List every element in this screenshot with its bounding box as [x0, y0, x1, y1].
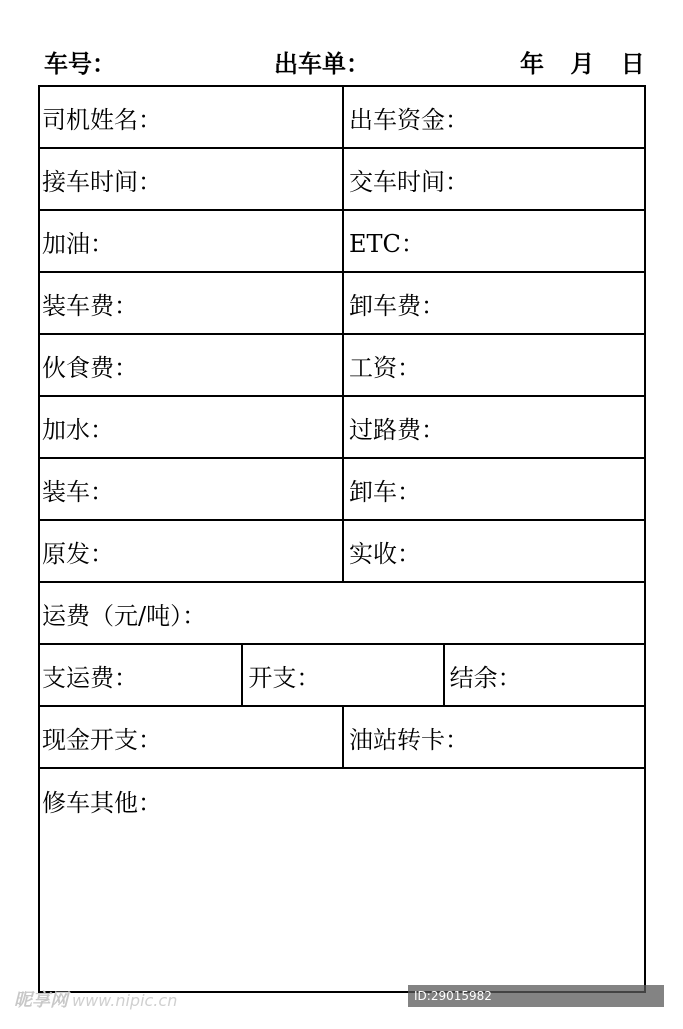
table-row [40, 149, 644, 211]
return-time-field[interactable]: 交车时间： [342, 149, 644, 209]
form-title: 出车单： [274, 49, 370, 78]
table-row [40, 87, 644, 149]
table-row [40, 335, 644, 397]
pickup-time-field[interactable]: 接车时间： [42, 167, 162, 196]
actual-received-field[interactable]: 实收： [342, 521, 644, 581]
original-shipped-field[interactable]: 原发： [42, 539, 114, 568]
freight-paid-field[interactable]: 支运费： [42, 663, 138, 692]
watermark-url: www.nipic.cn [72, 991, 178, 1010]
date-label: 年 月 日 [520, 49, 645, 78]
table-row [40, 769, 644, 995]
table-row [40, 707, 644, 769]
etc-field[interactable]: ETC： [342, 211, 644, 271]
table-row [40, 273, 644, 335]
table-row [40, 521, 644, 583]
watermark-id: ID:29015982 NO:20250528150610140107 [408, 985, 664, 1007]
fuel-field[interactable]: 加油： [42, 229, 114, 258]
driver-name-field[interactable]: 司机姓名： [42, 105, 162, 134]
departure-funds-field[interactable]: 出车资金： [342, 87, 644, 147]
table-row [40, 397, 644, 459]
loading-fee-field[interactable]: 装车费： [42, 291, 138, 320]
toll-fee-field[interactable]: 过路费： [342, 397, 644, 457]
dispatch-form-table [38, 85, 646, 993]
expenses-field[interactable]: 开支： [241, 645, 442, 705]
table-row [40, 459, 644, 521]
unloaded-field[interactable]: 卸车： [342, 459, 644, 519]
freight-rate-field[interactable]: 运费（元/吨）： [42, 601, 207, 630]
loaded-field[interactable]: 装车： [42, 477, 114, 506]
cash-expenses-field[interactable]: 现金开支： [42, 725, 162, 754]
table-row [40, 583, 644, 645]
watermark-logo [14, 986, 177, 1012]
water-field[interactable]: 加水： [42, 415, 114, 444]
table-row [40, 645, 644, 707]
balance-field[interactable]: 结余： [443, 645, 644, 705]
table-row [40, 211, 644, 273]
unloading-fee-field[interactable]: 卸车费： [342, 273, 644, 333]
repair-other-field[interactable]: 修车其他： [42, 789, 162, 817]
gas-station-card-field[interactable]: 油站转卡： [342, 707, 644, 767]
watermark-site-name: 昵享网 [14, 990, 68, 1011]
meal-fee-field[interactable]: 伙食费： [42, 353, 138, 382]
vehicle-number-label: 车号： [44, 49, 116, 78]
wages-field[interactable]: 工资： [342, 335, 644, 395]
